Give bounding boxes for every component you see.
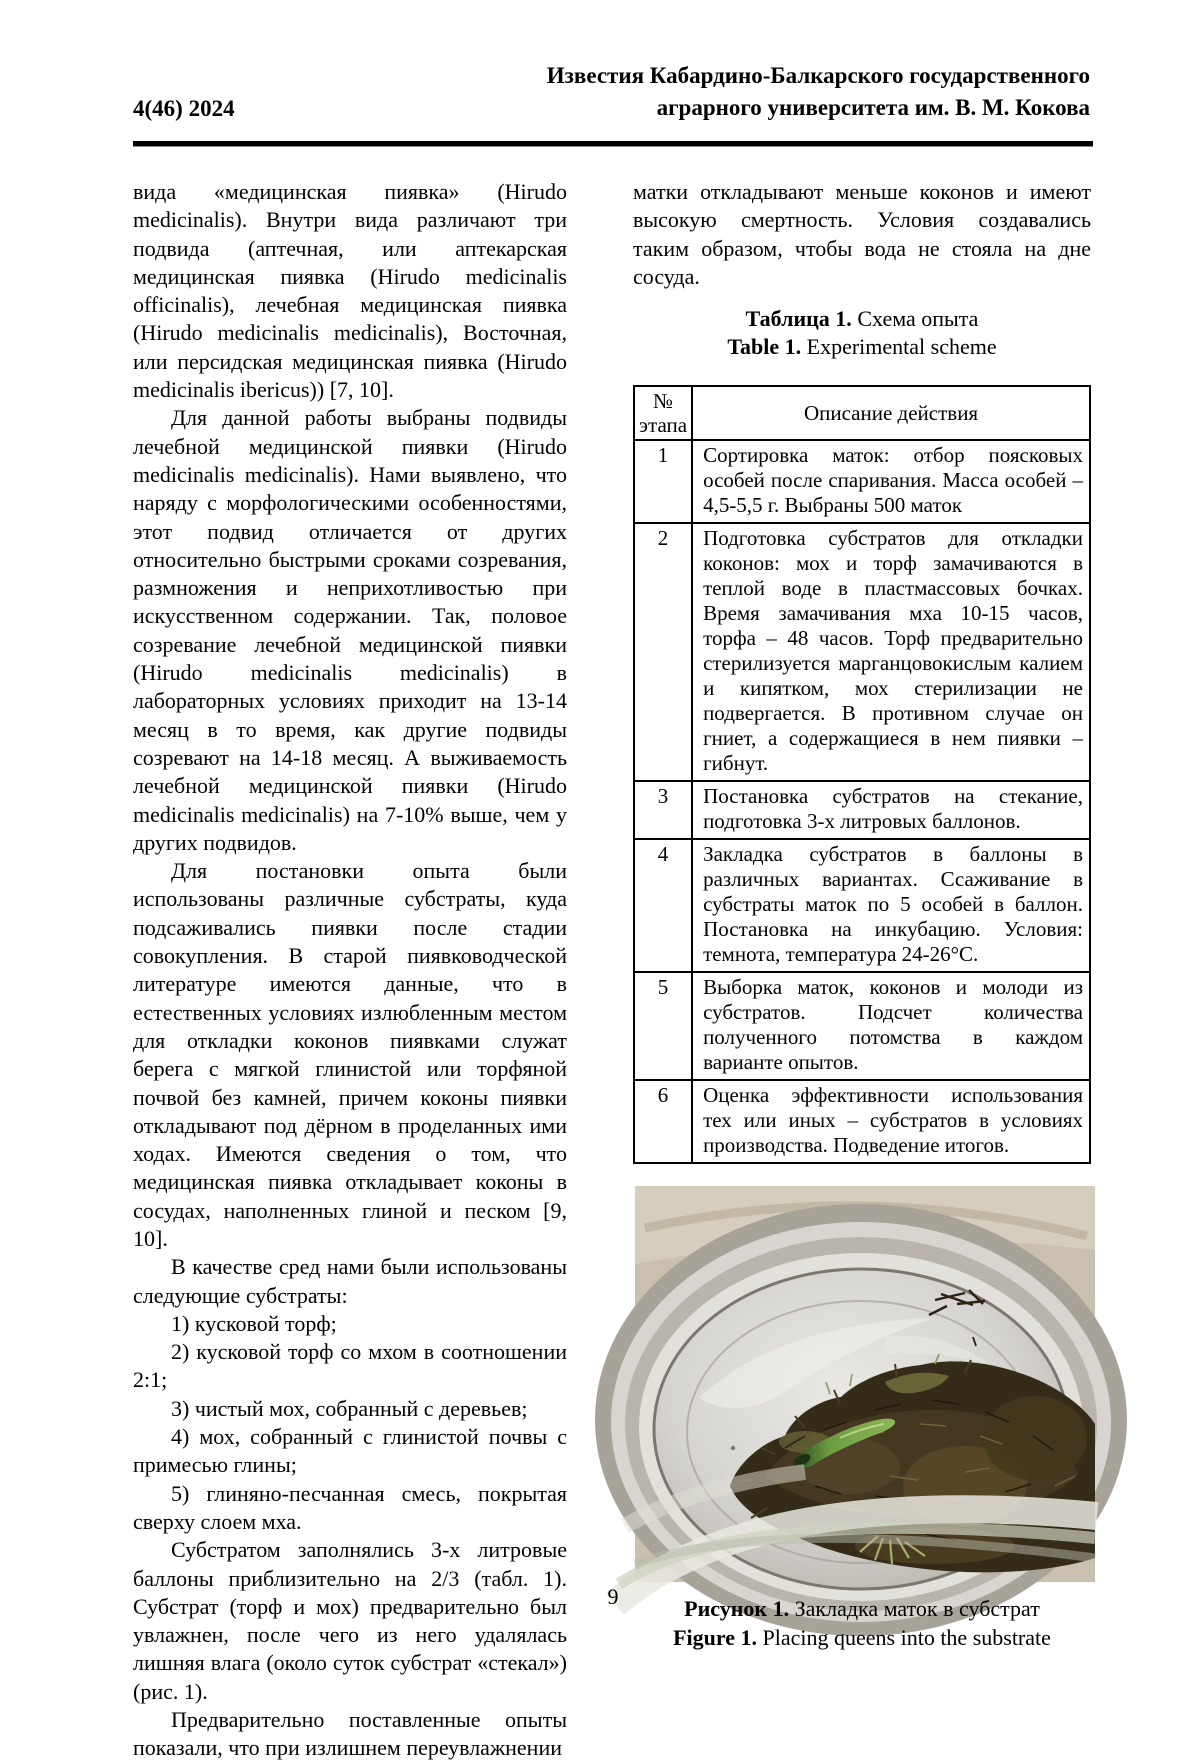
figure-caption-ru-label: Рисунок 1. [684,1596,790,1622]
table-row [634,839,1090,972]
column-header-description [692,386,1090,440]
list-item: 1) кусковой торф; [171,1310,337,1336]
figure-1 [633,1186,1091,1652]
stage-header-line2: этапа [639,413,688,438]
left-column [133,178,567,1763]
table-caption [633,305,1091,361]
journal-issue: 4(46) 2024 [133,96,235,121]
header-rule [133,141,1093,147]
stage-description: Закладка субстратов в баллоны в различных вариантах. Ссаживание в субстраты маток по 5 особей в баллон. Постановка на инкубацию. Условия: темнота, температура 24-26°С. [692,839,1090,972]
stage-number: 3 [634,781,692,839]
figure-caption-ru-text: Закладка маток в субстрат [789,1596,1040,1622]
table-header-row [634,386,1090,440]
figure-caption-en [633,1623,1091,1652]
paragraph: В качестве сред нами были использованы следующие субстраты: [133,1254,567,1308]
stage-number: 6 [634,1080,692,1163]
table-caption-en-text: Experimental scheme [801,334,997,360]
list-item: 4) мох, собранный с глинистой почвы с примесью глины; [133,1424,567,1478]
table-row [634,440,1090,523]
figure-photo [635,1186,1091,1582]
list-item: 5) глиняно-песчанная смесь, покрытая сверху слоем мха. [133,1480,567,1534]
page-number: 9 [607,1584,619,1609]
list-item: 2) кусковой торф со мхом в соотношении 2:1; [133,1339,567,1393]
table-row [634,781,1090,839]
experimental-scheme-table [633,385,1091,1164]
stage-description: Выборка маток, коконов и молоди из субстратов. Подсчет количества полученного потомства в каждом варианте опытов. [692,972,1090,1080]
list-item: 3) чистый мох, собранный с деревьев; [171,1395,528,1421]
paragraph: Предварительно поставленные опыты показали, что при излишнем переувлажнении [133,1707,567,1761]
figure-caption-en-label: Figure 1. [673,1625,758,1651]
table-row [634,972,1090,1080]
paragraph: матки откладывают меньше коконов и имеют высокую смертность. Условия создавались таким образом, чтобы вода не стояла на дне сосуда. [633,179,1091,289]
stage-description: Оценка эффективности использования тех или иных – субстратов в условиях производства. Подведение итогов. [692,1080,1090,1163]
stage-number: 5 [634,972,692,1080]
table-caption-en-label: Table 1. [727,334,802,360]
table-row [634,1080,1090,1163]
stage-description: Сортировка маток: отбор поясковых особей после спаривания. Масса особей – 4,5-5,5 г. Выбраны 500 маток [692,440,1090,523]
paragraph: Субстратом заполнялись 3-х литровые баллоны приблизительно на 2/3 (табл. 1). Субстрат (торф и мох) предварительно был увлажнен, после чего из него удалялась лишняя влага (около суток субстрат «стекал») (рис. 1). [133,1537,567,1704]
table-caption-ru-text: Схема опыта [851,306,979,332]
journal-title-line1: Известия Кабардино-Балкарского государственного [546,63,1090,88]
stage-description: Постановка субстратов на стекание, подготовка 3-х литровых баллонов. [692,781,1090,839]
column-header-stage [634,386,692,440]
table-row [634,523,1090,781]
table-caption-ru-label: Таблица 1. [745,306,852,332]
stage-number: 4 [634,839,692,972]
paragraph: Для данной работы выбраны подвиды лечебной медицинской пиявки (Hirudo medicinalis medicinalis). Нами выявлено, что наряду с морфологическими особенностями, этот подвид отличается от других относительно быстрыми сроками созревания, размножения и неприхотливостью при искусственном содержании. Так, половое созревание лечебной медицинской пиявки (Hirudo medicinalis medicinalis) в лабораторных условиях приходит на 13-14 месяц в то время, как другие подвиды созревают на 14-18 месяц. А выживаемость лечебной медицинской пиявки (Hirudo medicinalis medicinalis) на 7-10% выше, чем у других подвидов. [133,405,567,855]
journal-title [300,60,1090,124]
stage-description: Подготовка субстратов для откладки коконов: мох и торф замачиваются в теплой воде в пластмассовых бочках. Время замачивания мха 10-15 часов, торфа – 48 часов. Торф предварительно стерилизуется марганцовокислым калием и кипятком, мох стерилизации не подвергается. В противном случае он гниет, а содержащиеся в нем пиявки – гибнут. [692,523,1090,781]
paragraph: Для постановки опыта были использованы различные субстраты, куда подсаживались пиявки после стадии совокупления. В старой пиявководческой литературе имеются данные, что в естественных условиях излюбленным местом для откладки коконов пиявками служат берега с мягкой глинистой или торфяной почвой без камней, причем коконы пиявки откладывают под дёрном в проделанных ими ходах. Имеются сведения о том, что медицинская пиявка откладывает коконы в сосудах, наполненных глиной и песком [9, 10]. [133,858,567,1251]
table-caption-en [633,333,1091,361]
description-header-text: Описание действия [803,401,979,426]
table-caption-ru [633,305,1091,333]
paragraph: вида «медицинская пиявка» (Hirudo medicinalis). Внутри вида различают три подвида (аптечная, или аптекарская медицинская пиявка (Hirudo medicinalis officinalis), лечебная медицинская пиявка (Hirudo medicinalis medicinalis), Восточная, или персидская медицинская пиявка (Hirudo medicinalis ibericus)) [7, 10]. [133,179,567,403]
right-column [633,178,1091,1652]
substrate-photo-illustration [635,1186,1095,1582]
stage-number: 2 [634,523,692,781]
journal-title-line2: аграрного университета им. В. М. Кокова [656,95,1090,120]
figure-caption-en-text: Placing queens into the substrate [757,1625,1051,1651]
stage-number: 1 [634,440,692,523]
stage-header-line1: № [653,389,674,414]
